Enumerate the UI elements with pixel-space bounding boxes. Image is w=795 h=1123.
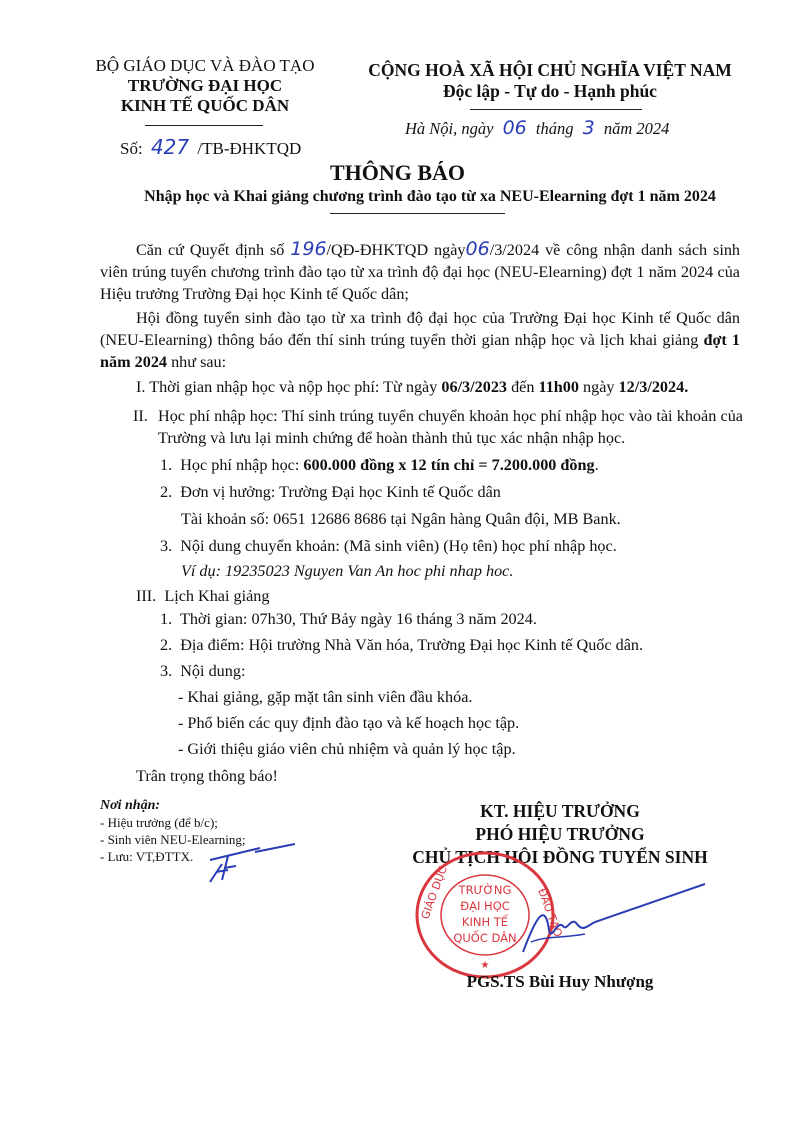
document-subtitle: Nhập học và Khai giảng chương trình đào tạo từ xa NEU-Elearning đợt 1 năm 2024 <box>144 188 716 205</box>
paragraph-basis: Căn cứ Quyết định số 196/QĐ-ĐHKTQD ngày06/3/2024 về công nhận danh sách sinh viên trúng tuyển chương trình đào tạo từ xa trình độ đại học (NEU-Elearning) đợt 1 năm 2024 của Hiệu trưởng Trường Đại học Kinh tế Quốc dân; <box>100 238 741 303</box>
stamp-text: ĐẠI HỌC <box>460 899 510 913</box>
section-2-text: Học phí nhập học: Thí sinh trúng tuyển chuyển khoản học phí nhập học vào tài khoản của Trường và lưu lại minh chứng để hoàn thành thủ tục xác nhận nhập học. <box>158 407 743 447</box>
recipient-item: - Hiệu trưởng (để b/c); <box>100 815 218 830</box>
handwritten-decision-day: 06 <box>465 238 490 260</box>
content-bullet: - Phổ biến các quy định đào tạo và kế hoạch học tập. <box>178 714 520 732</box>
subtitle-divider <box>330 213 505 214</box>
issue-date: Hà Nội, ngày 06 tháng 3 năm 2024 <box>405 117 670 139</box>
svg-text:ĐÀO TẠO: ĐÀO TẠO <box>535 886 565 939</box>
transfer-example: Ví dụ: 19235023 Nguyen Van An hoc phi nhap hoc. <box>181 562 514 580</box>
section-3-item-3: 3. Nội dung: <box>160 662 246 680</box>
section-3-item-2: 2. Địa điểm: Hội trường Nhà Văn hóa, Trường Đại học Kinh tế Quốc dân. <box>160 636 644 654</box>
section-1: I. Thời gian nhập học và nộp học phí: Từ ngày 06/3/2023 đến 11h00 ngày 12/3/2024. <box>136 378 689 396</box>
handwritten-month: 3 <box>582 117 595 139</box>
section-3: III. Lịch Khai giảng <box>136 587 270 605</box>
bank-account: Tài khoản số: 0651 12686 8686 tại Ngân hàng Quân đội, MB Bank. <box>181 510 621 528</box>
recipient-item: - Lưu: VT,ĐTTX. <box>100 849 194 864</box>
content-bullet: - Khai giảng, gặp mặt tân sinh viên đầu khóa. <box>178 688 473 706</box>
initials-mark <box>200 842 300 887</box>
content-bullet: - Giới thiệu giáo viên chủ nhiệm và quản lý học tập. <box>178 740 516 758</box>
handwritten-signature <box>505 880 715 960</box>
signer-name: PGS.TS Bùi Huy Nhượng <box>466 972 654 991</box>
recipient-item: - Sinh viên NEU-Elearning; <box>100 832 246 847</box>
closing-text: Trân trọng thông báo! <box>136 767 278 785</box>
svg-text:GIÁO DỤC: GIÁO DỤC <box>418 864 450 922</box>
country-name: CỘNG HOÀ XÃ HỘI CHỦ NGHĨA VIỆT NAM <box>368 60 732 80</box>
handwritten-day: 06 <box>502 117 527 139</box>
school-name-line1: TRƯỜNG ĐẠI HỌC <box>127 76 283 95</box>
handwritten-decision-number: 196 <box>290 238 327 260</box>
header-left-divider <box>145 125 263 126</box>
document-number: Số: 427 /TB-ĐHKTQD <box>120 135 302 159</box>
handwritten-number: 427 <box>150 135 190 159</box>
section-3-item-1: 1. Thời gian: 07h30, Thứ Bảy ngày 16 tháng 3 năm 2024. <box>160 610 537 628</box>
document-title: THÔNG BÁO <box>329 160 466 185</box>
section-2-item-2: 2. Đơn vị hưởng: Trường Đại học Kinh tế Quốc dân <box>160 483 501 501</box>
section-2-number: II. <box>133 407 148 425</box>
stamp-text: TRƯỜNG <box>458 883 512 897</box>
paragraph-announcement: Hội đồng tuyển sinh đào tạo từ xa trình độ đại học của Trường Đại học Kinh tế Quốc dân (NEU-Elearning) thông báo đến thí sinh trúng tuyển thời gian nhập học và lịch khai giảng đợt 1 năm 2024 như sau: <box>100 309 741 371</box>
section-2-item-1: 1. Học phí nhập học: 600.000 đồng x 12 tín chỉ = 7.200.000 đồng. <box>160 456 599 474</box>
svg-text:★: ★ <box>480 960 490 971</box>
header-right <box>350 60 750 102</box>
school-name-line2: KINH TẾ QUỐC DÂN <box>120 96 290 115</box>
signature-title-3: CHỦ TỊCH HỘI ĐỒNG TUYỂN SINH <box>412 847 708 867</box>
national-motto: Độc lập - Tự do - Hạnh phúc <box>443 81 657 101</box>
signature-title-1: KT. HIỆU TRƯỞNG <box>480 801 640 821</box>
ministry-name: BỘ GIÁO DỤC VÀ ĐÀO TẠO <box>95 56 315 75</box>
stamp-text: KINH TẾ <box>461 915 509 929</box>
header-left <box>90 56 320 116</box>
signature-title-2: PHÓ HIỆU TRƯỞNG <box>475 824 645 844</box>
section-2-item-3: 3. Nội dung chuyển khoản: (Mã sinh viên) (Họ tên) học phí nhập học. <box>160 537 617 555</box>
recipients-title: Nơi nhận: <box>100 798 161 813</box>
stamp-text: QUỐC DÂN <box>453 931 517 945</box>
header-right-divider <box>470 109 642 110</box>
